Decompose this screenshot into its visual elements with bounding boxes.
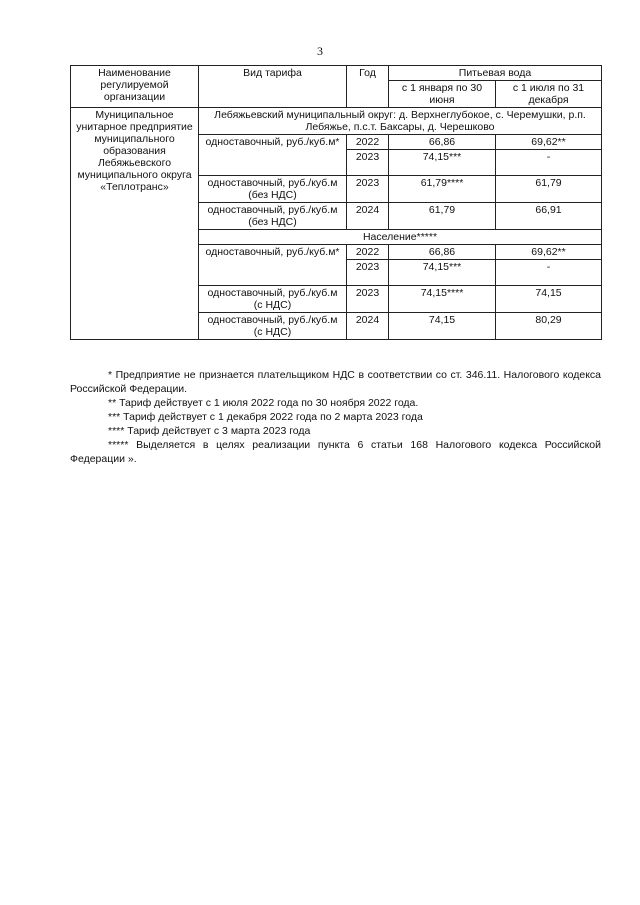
year-cell: 2022: [347, 245, 389, 260]
tariff-type: одноставочный, руб./куб.м*: [199, 135, 347, 176]
value-cell: 61,79****: [389, 176, 496, 203]
page-number: 3: [317, 44, 323, 58]
header-period-1: с 1 января по 30 июня: [389, 81, 496, 108]
value-cell: 80,29: [496, 313, 602, 340]
year-cell: 2023: [347, 176, 389, 203]
value-cell: 74,15***: [389, 150, 496, 176]
population-label: Население*****: [199, 230, 602, 245]
value-cell: 69,62**: [496, 135, 602, 150]
tariff-type: одноставочный, руб./куб.м (с НДС): [199, 313, 347, 340]
header-year: Год: [347, 66, 389, 108]
footnote-4: **** Тариф действует с 3 марта 2023 года: [108, 425, 311, 437]
footnote-1: * Предприятие не признается плательщиком НДС в соответствии со ст. 346.11. Налогового кодекса Российской Федерации.: [70, 369, 601, 395]
value-cell: 74,15: [496, 286, 602, 313]
footnotes: [70, 368, 601, 466]
value-cell: -: [496, 150, 602, 176]
org-name: Муниципальное унитарное предприятие муниципального образования Лебяжьевского муниципального округа «Теплотранс»: [71, 108, 199, 340]
year-cell: 2023: [347, 260, 389, 286]
year-cell: 2024: [347, 203, 389, 230]
header-water: Питьевая вода: [389, 66, 602, 81]
tariff-type: одноставочный, руб./куб.м (без НДС): [199, 203, 347, 230]
year-cell: 2022: [347, 135, 389, 150]
tariff-table: [70, 65, 602, 340]
value-cell: 66,86: [389, 245, 496, 260]
value-cell: -: [496, 260, 602, 286]
table-row: [71, 108, 602, 135]
year-cell: 2023: [347, 286, 389, 313]
tariff-type: одноставочный, руб./куб.м (с НДС): [199, 286, 347, 313]
footnote-2: ** Тариф действует с 1 июля 2022 года по 30 ноября 2022 года.: [108, 397, 419, 409]
value-cell: 74,15****: [389, 286, 496, 313]
footnote-3: *** Тариф действует с 1 декабря 2022 года по 2 марта 2023 года: [108, 411, 423, 423]
header-period-2: с 1 июля по 31 декабря: [496, 81, 602, 108]
value-cell: 61,79: [389, 203, 496, 230]
footnote-5: ***** Выделяется в целях реализации пункта 6 статьи 168 Налогового кодекса Российской Федерации ».: [70, 439, 601, 465]
header-tariff-type: Вид тарифа: [199, 66, 347, 108]
header-org: Наименование регулируемой организации: [71, 66, 199, 108]
region-row: Лебяжьевский муниципальный округ: д. Верхнеглубокое, с. Черемушки, р.п. Лебяжье, п.с.т. Баксары, д. Черешково: [199, 108, 602, 135]
year-cell: 2024: [347, 313, 389, 340]
value-cell: 61,79: [496, 176, 602, 203]
year-cell: 2023: [347, 150, 389, 176]
value-cell: 66,91: [496, 203, 602, 230]
table-header-row: [71, 66, 602, 81]
tariff-type: одноставочный, руб./куб.м*: [199, 245, 347, 286]
tariff-type: одноставочный, руб./куб.м (без НДС): [199, 176, 347, 203]
value-cell: 69,62**: [496, 245, 602, 260]
value-cell: 74,15***: [389, 260, 496, 286]
value-cell: 66,86: [389, 135, 496, 150]
value-cell: 74,15: [389, 313, 496, 340]
